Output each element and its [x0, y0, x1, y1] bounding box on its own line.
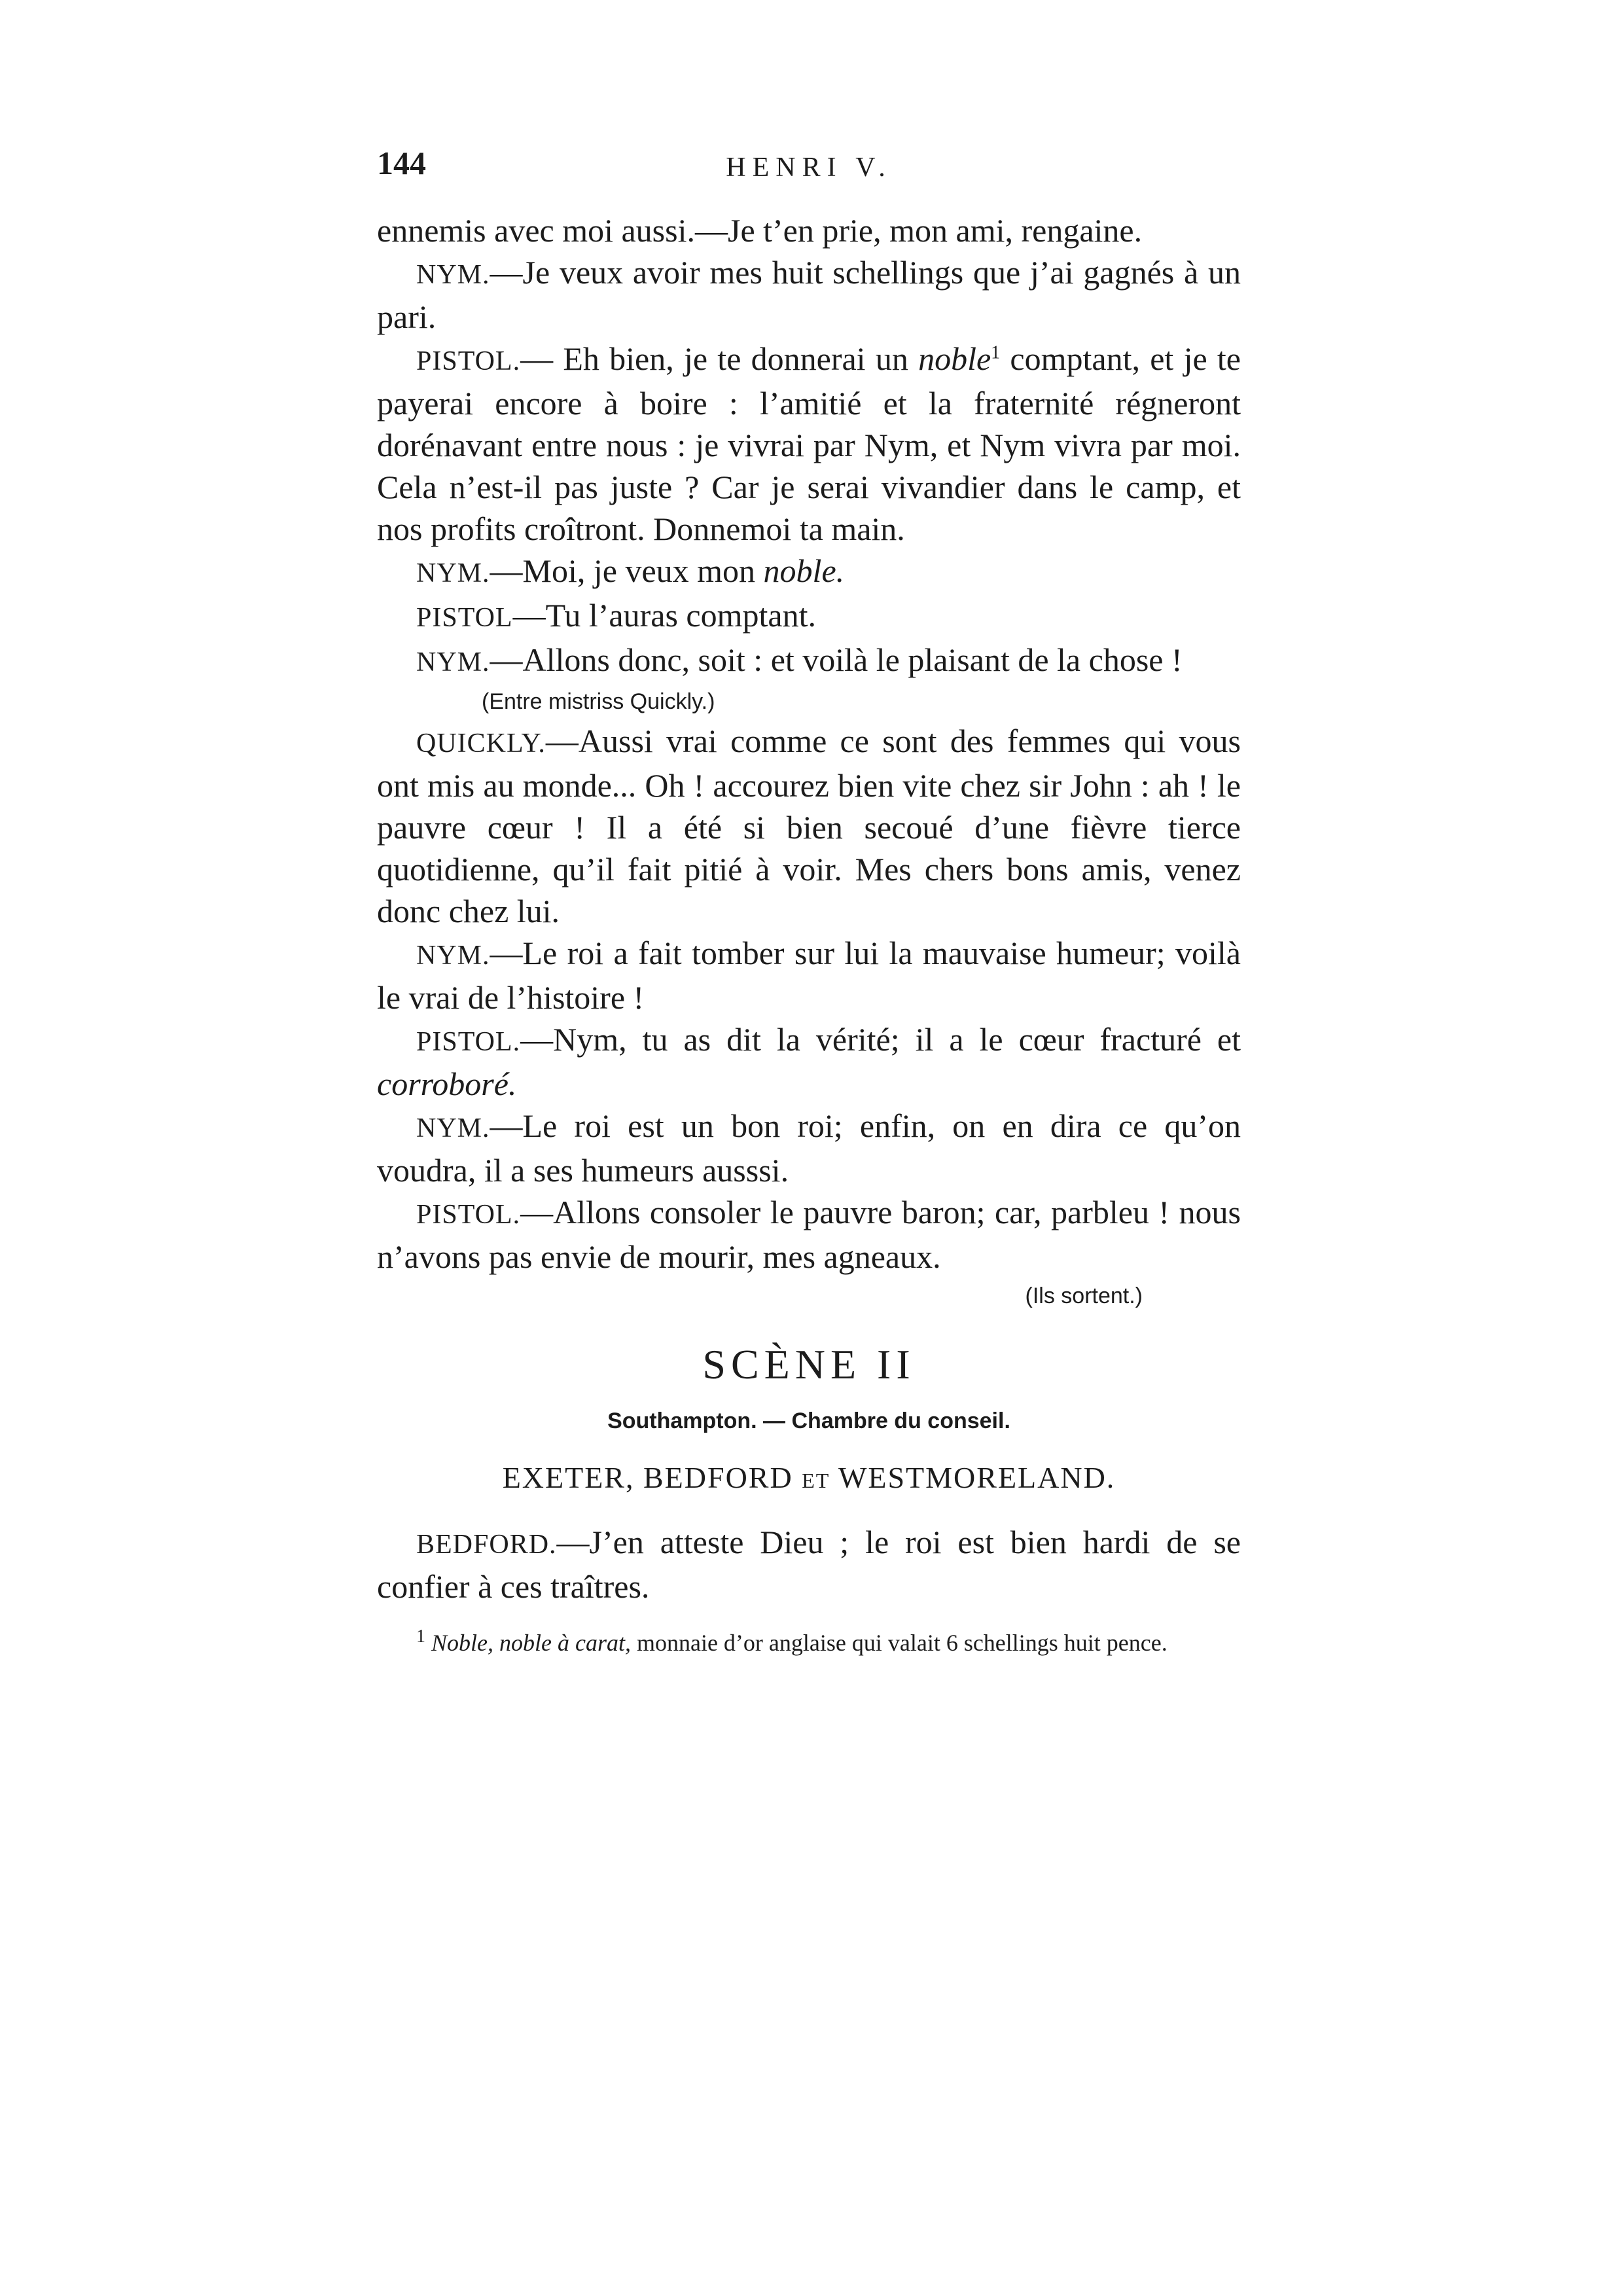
speech-nym [377, 1105, 1241, 1191]
speaker-name: NYM. [416, 558, 490, 588]
speaker-name: BEDFORD. [416, 1530, 557, 1560]
stage-direction-exit: (Ils sortent.) [1025, 1283, 1143, 1308]
footnote-marker: 1 [991, 342, 1001, 363]
italic-term: corroboré. [377, 1066, 517, 1102]
speaker-name: NYM. [416, 941, 490, 971]
speech-text: —Moi, je veux mon [490, 552, 764, 589]
speech-text: —Nym, tu as dit la vérité; il a le cœur fracturé et [520, 1021, 1241, 1058]
characters-text: EXETER, BEDFORD [502, 1461, 802, 1494]
page-number: 144 [377, 145, 426, 181]
book-page [377, 144, 1241, 1659]
speech-text: —Allons consoler le pauvre baron; car, parbleu ! nous n’avons pas envie de mourir, mes agneaux. [377, 1194, 1241, 1275]
speech-text: —Tu l’auras comptant. [512, 597, 816, 634]
characters-text: WESTMORELAND. [830, 1461, 1116, 1494]
speaker-name: NYM. [416, 1113, 490, 1143]
footnote [377, 1627, 1241, 1659]
speech-text: —Le roi a fait tomber sur lui la mauvaise humeur; voilà le vrai de l’histoire ! [377, 935, 1241, 1016]
speech-text: —Je veux avoir mes huit schellings que j’ai gagnés à un pari. [377, 254, 1241, 335]
continued-speech [377, 209, 1241, 251]
characters-conjunction: ET [802, 1469, 830, 1492]
footnote-marker: 1 [416, 1626, 425, 1647]
speech-pistol [377, 594, 1241, 639]
footnote-spacer [377, 1607, 1241, 1627]
speech-text: ennemis avec moi aussi.—Je t’en prie, mon ami, rengaine. [377, 212, 1143, 249]
scene-title: SCÈNE II [702, 1341, 916, 1388]
speaker-name: PISTOL [416, 603, 513, 633]
speech-nym [377, 932, 1241, 1018]
scene-body-text [377, 1521, 1241, 1607]
speaker-name: PISTOL. [416, 1200, 521, 1230]
speech-pistol [377, 1191, 1241, 1278]
speech-nym [377, 639, 1241, 683]
speech-bedford [377, 1521, 1241, 1607]
speech-pistol [377, 338, 1241, 550]
body-text [377, 209, 1241, 1314]
italic-term: noble [918, 340, 991, 377]
speech-nym [377, 550, 1241, 594]
speech-text: —J’en atteste Dieu ; le roi est bien hardi de se confier à ces traîtres. [377, 1524, 1241, 1605]
footnote-italic: Noble, noble à carat, [431, 1630, 631, 1656]
speech-text: comptant, et je te payerai encore à boire : l’amitié et la fraternité régneront dorénavant entre nous : je vivrai par Nym, et Nym vivra par moi. Cela n’est-il pas juste ? Car je serai vivandier dans le camp, et nos profits croîtront. Donnemoi ta main. [377, 340, 1241, 547]
footnote-text: monnaie d’or anglaise qui valait 6 schellings huit pence. [630, 1630, 1168, 1656]
speaker-name: NYM. [416, 260, 490, 290]
stage-direction-entry: (Entre mistriss Quickly.) [482, 689, 715, 714]
speech-text: —Le roi est un bon roi; enfin, on en dira ce qu’on voudra, il a ses humeurs ausssi. [377, 1107, 1241, 1189]
speaker-name: PISTOL. [416, 346, 521, 376]
speaker-name: NYM. [416, 647, 490, 677]
italic-term: noble. [763, 552, 845, 589]
page-header [377, 144, 1241, 196]
speech-text: —Allons donc, soit : et voilà le plaisant de la chose ! [490, 641, 1183, 678]
speaker-name: PISTOL. [416, 1027, 521, 1057]
running-title: HENRI V. [726, 152, 892, 183]
speech-text: —Aussi vrai comme ce sont des femmes qui vous ont mis au monde... Oh ! accourez bien vite chez sir John : ah ! le pauvre cœur ! Il a été si bien secoué d’une fièvre tierce quotidienne, qu’il fait pitié à voir. Mes chers bons amis, venez donc chez lui. [377, 723, 1241, 929]
speaker-name: QUICKLY. [416, 728, 546, 759]
speech-pistol [377, 1018, 1241, 1105]
speech-text: — Eh bien, je te donnerai un [520, 340, 919, 377]
scene-characters [377, 1460, 1241, 1495]
speech-nym [377, 251, 1241, 338]
speech-quickly [377, 720, 1241, 932]
scene-location: Southampton. — Chambre du conseil. [607, 1408, 1010, 1433]
